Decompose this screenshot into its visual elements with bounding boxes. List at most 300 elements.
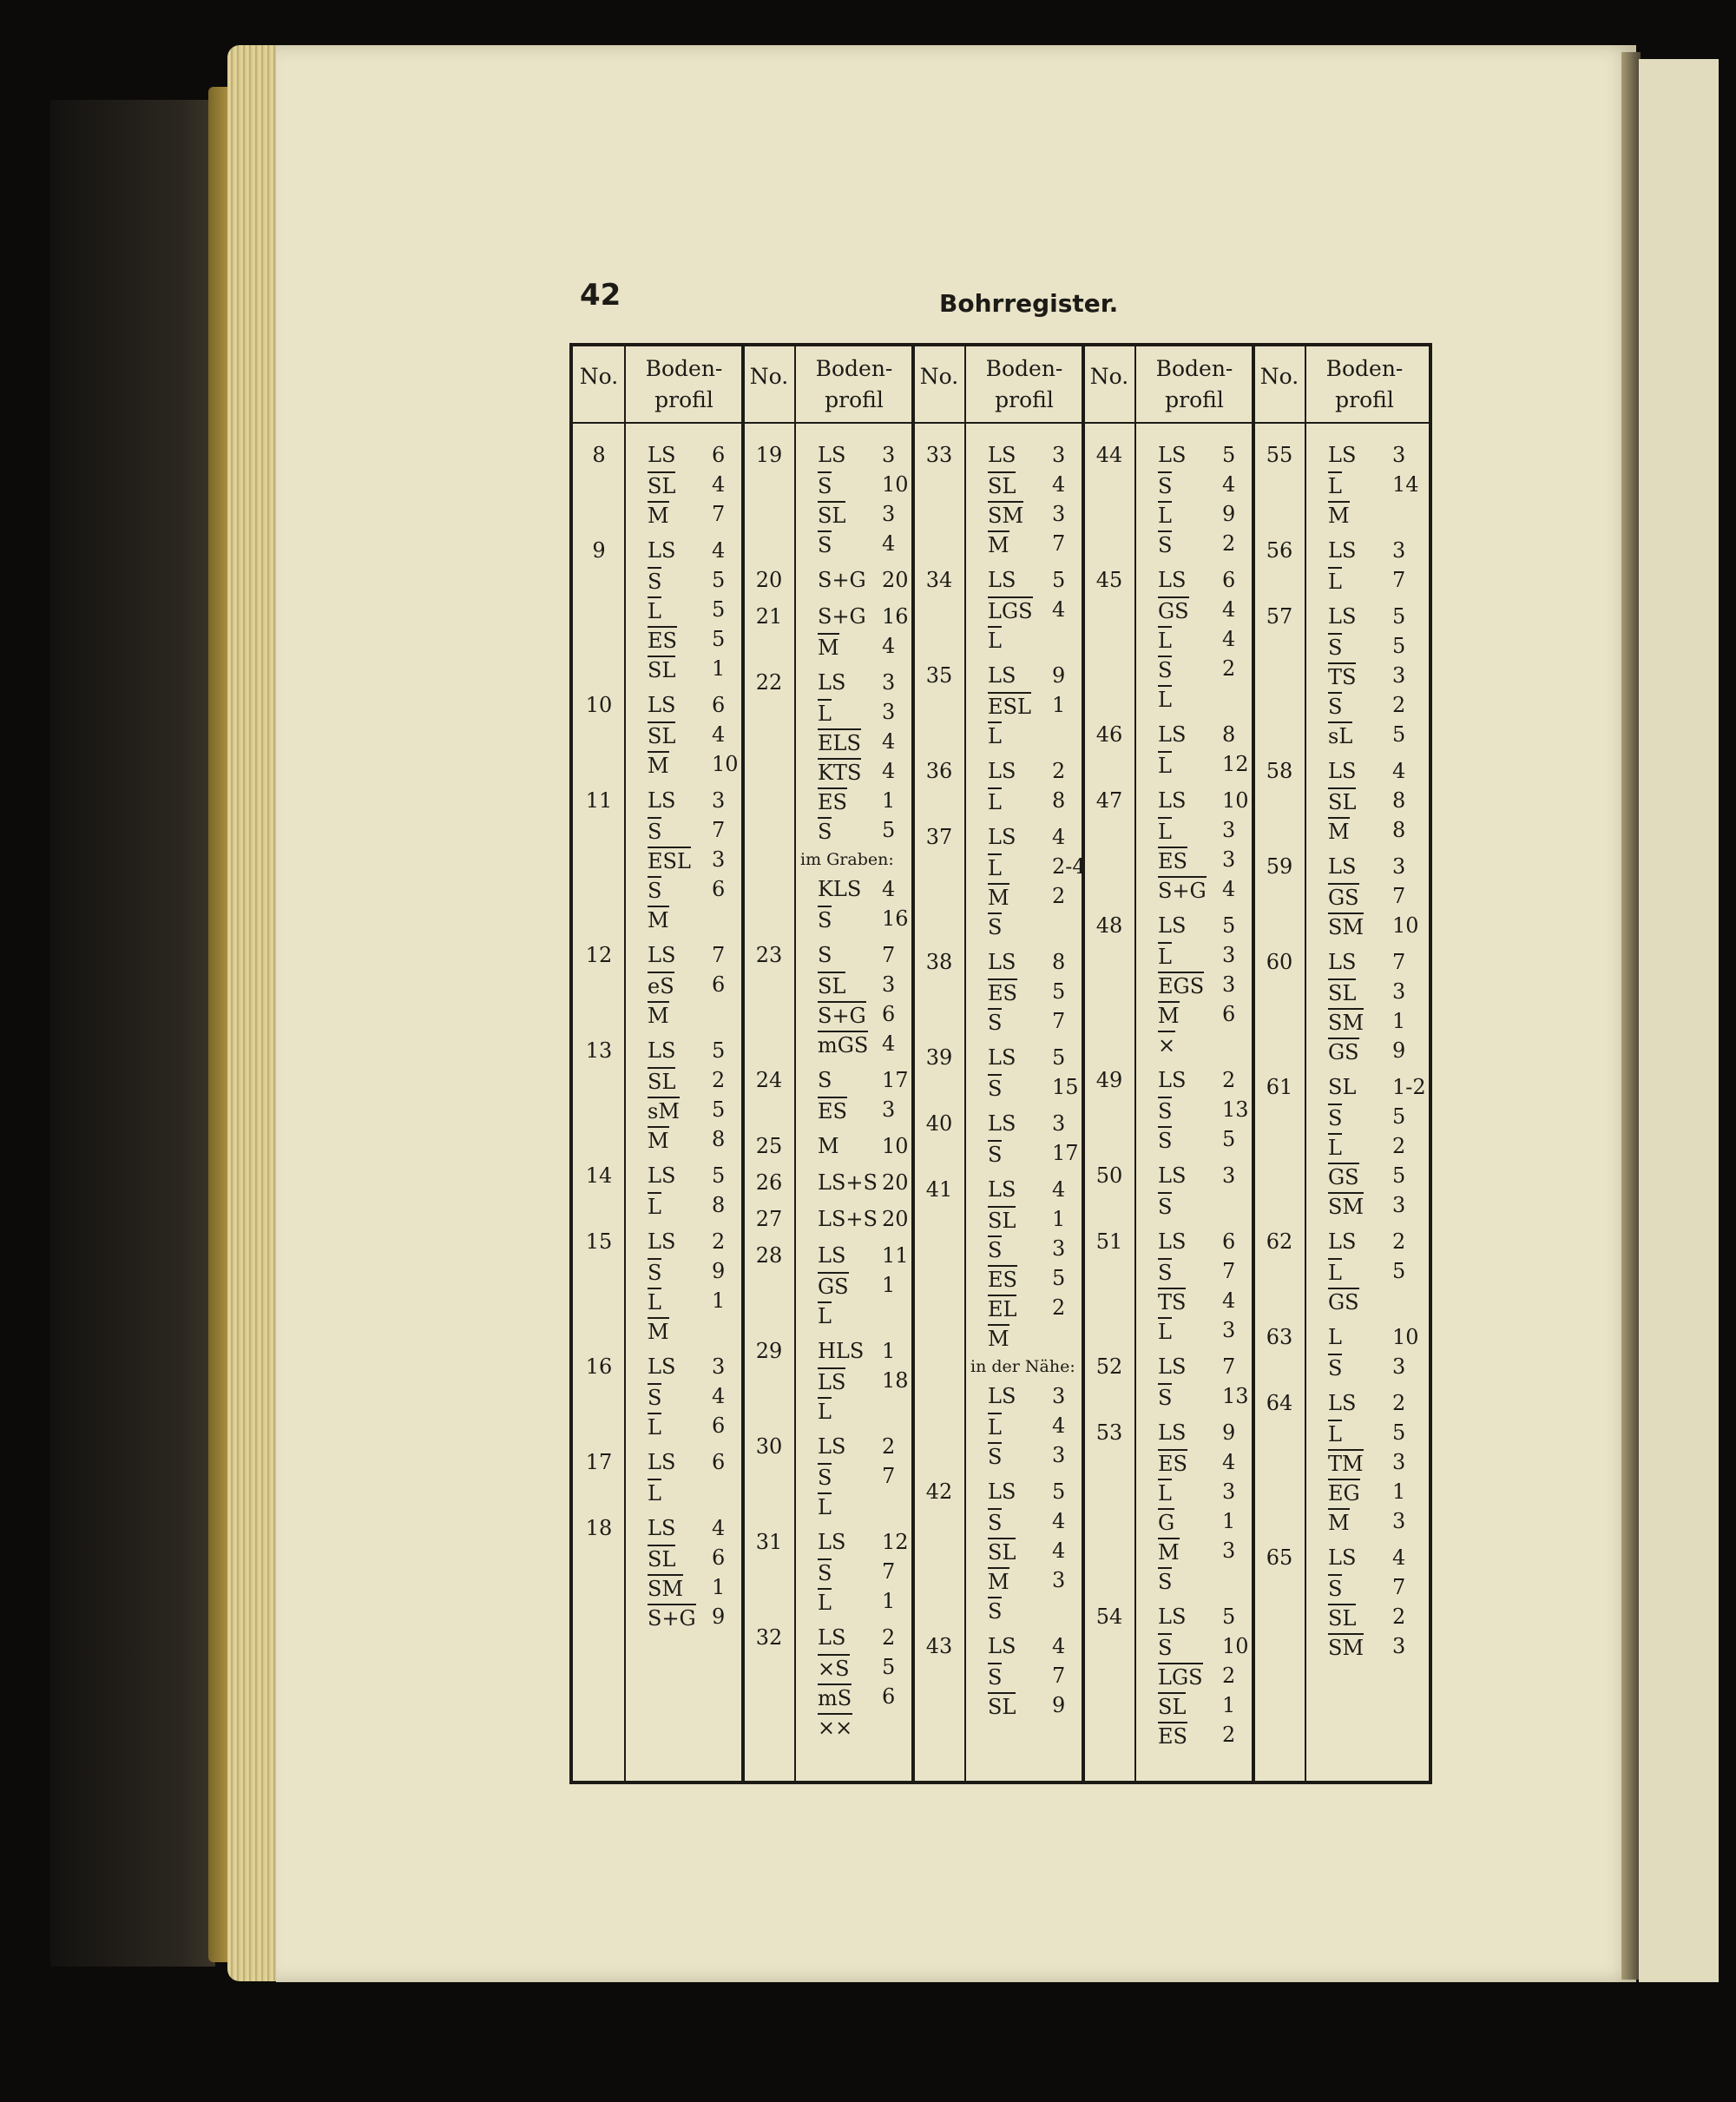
bohrung-number: 56 (1266, 538, 1293, 563)
soil-layer (988, 720, 1080, 749)
soil-layer (818, 1461, 910, 1491)
layer-depth: 5 (1392, 722, 1406, 747)
soil-layer (1158, 1227, 1250, 1256)
soil-layer (1328, 1006, 1420, 1036)
soil-code: M (988, 530, 1009, 558)
soil-layer (648, 1036, 740, 1065)
layer-depth: 1 (712, 656, 726, 681)
bohrung-number: 32 (755, 1625, 783, 1650)
layer-depth: 3 (1392, 663, 1406, 688)
header-bodenprofil (965, 353, 1083, 416)
soil-code: LS (648, 1516, 676, 1540)
soil-layer (648, 1124, 740, 1154)
bohrung-number: 42 (925, 1479, 953, 1504)
layer-depth: 3 (1052, 1111, 1066, 1136)
layer-depth: 2 (712, 1068, 726, 1092)
soil-layer (988, 1661, 1080, 1690)
layer-depth: 20 (882, 1170, 909, 1195)
layer-depth: 3 (882, 443, 896, 467)
soil-code: S (1158, 656, 1172, 683)
layer-depth: 5 (1222, 1127, 1236, 1151)
column-rule (1134, 346, 1136, 1781)
soil-code: LS (988, 950, 1016, 974)
header-bodenprofil-line1: Boden- (645, 356, 723, 381)
layer-depth: 5 (712, 1163, 726, 1188)
soil-layer (648, 690, 740, 720)
soil-code: L (1158, 942, 1172, 970)
soil-layer (648, 786, 740, 815)
soil-code: S (1158, 1567, 1172, 1595)
soil-code: SL (648, 722, 675, 749)
layer-depth: 10 (1222, 788, 1249, 813)
layer-depth: 12 (882, 1530, 909, 1554)
soil-code: LS (1158, 1229, 1187, 1254)
layer-depth: 3 (1222, 972, 1236, 997)
soil-layer (818, 1586, 910, 1616)
soil-layer (818, 1682, 910, 1711)
soil-layer (818, 565, 910, 595)
bohrung-number: 50 (1095, 1163, 1123, 1188)
soil-layer (1328, 1631, 1420, 1661)
layer-depth: 7 (1052, 531, 1066, 556)
bohrung-number: 29 (755, 1339, 783, 1363)
soil-code: L (1158, 626, 1172, 654)
soil-layer (1328, 565, 1420, 595)
soil-code: LS (648, 1354, 676, 1379)
soil-code: HLS (818, 1339, 865, 1363)
soil-layer (988, 1322, 1080, 1352)
soil-layer (648, 624, 740, 654)
soil-layer (988, 1536, 1080, 1565)
soil-code: sM (648, 1097, 680, 1124)
soil-code: GS (1158, 596, 1189, 624)
soil-layer (818, 815, 910, 845)
soil-layer (1328, 1190, 1420, 1220)
soil-code: ESL (988, 692, 1031, 720)
layer-note (970, 1352, 1082, 1381)
bohrung-number: 46 (1095, 722, 1123, 747)
soil-code: mS (818, 1684, 852, 1711)
soil-code: LS+S (818, 1170, 878, 1195)
soil-layer (1328, 852, 1420, 881)
layer-depth: 4 (882, 634, 896, 658)
layer-depth: 4 (1222, 597, 1236, 622)
soil-layer (1328, 499, 1420, 529)
bohrung-number: 64 (1266, 1391, 1293, 1415)
soil-layer (1328, 881, 1420, 911)
layer-depth: 4 (882, 877, 896, 901)
soil-code: ES (1158, 1449, 1187, 1477)
soil-code: LS (988, 1045, 1016, 1070)
layer-depth: 5 (1392, 1259, 1406, 1283)
bohrung-number: 13 (585, 1038, 613, 1063)
soil-layer (648, 1381, 740, 1411)
bohrung-number: 63 (1266, 1325, 1293, 1349)
soil-layer (648, 1602, 740, 1631)
layer-depth: 1 (712, 1288, 726, 1313)
layer-depth: 10 (1392, 913, 1419, 938)
soil-code: LS (818, 1434, 846, 1459)
soil-layer (1158, 1256, 1250, 1286)
layer-depth: 6 (1222, 1229, 1236, 1254)
soil-code: GS (1328, 883, 1359, 911)
soil-code: ×S (818, 1654, 850, 1682)
soil-code: S (818, 471, 832, 499)
layer-depth: 5 (1052, 1266, 1066, 1290)
layer-note-text: in der Nähe: (970, 1357, 1075, 1376)
soil-code: LS (988, 1177, 1016, 1202)
layer-depth: 8 (1052, 788, 1066, 813)
layer-depth: 9 (712, 1259, 726, 1283)
layer-depth: 1 (1392, 1009, 1406, 1033)
soil-layer (1158, 786, 1250, 815)
soil-code: LS (988, 568, 1016, 592)
soil-layer (988, 1411, 1080, 1440)
soil-code: ESL (648, 847, 691, 874)
soil-code: LGS (988, 596, 1033, 624)
book-gutter (1621, 52, 1641, 1980)
layer-depth: 1 (882, 788, 896, 813)
bohrung-number: 23 (755, 943, 783, 967)
soil-layer (648, 1227, 740, 1256)
soil-layer (648, 499, 740, 529)
layer-depth: 10 (1392, 1325, 1419, 1349)
soil-code: LS (818, 1367, 845, 1395)
header-no: No. (579, 364, 619, 389)
soil-code: LS (1158, 1068, 1187, 1092)
layer-depth: 7 (1392, 1575, 1406, 1599)
layer-depth: 5 (882, 818, 896, 842)
soil-code: LS (648, 788, 676, 813)
layer-depth: 14 (1392, 472, 1419, 497)
layer-depth: 8 (1392, 818, 1406, 842)
layer-depth: 1 (1052, 693, 1066, 717)
layer-depth: 7 (1222, 1259, 1236, 1283)
layer-depth: 6 (882, 1002, 896, 1026)
layer-depth: 4 (1392, 1545, 1406, 1570)
layer-depth: 1 (712, 1575, 726, 1599)
soil-code: S (988, 1442, 1002, 1470)
bohrung-number: 9 (592, 538, 606, 563)
layer-depth: 1-2 (1392, 1075, 1426, 1099)
soil-code: L (648, 1192, 661, 1220)
bohrung-number: 18 (585, 1516, 613, 1540)
soil-layer (648, 654, 740, 683)
soil-layer (1328, 1102, 1420, 1131)
soil-layer (648, 845, 740, 874)
soil-layer (648, 470, 740, 499)
bohrung-number: 62 (1266, 1229, 1293, 1254)
soil-layer (818, 1300, 910, 1329)
soil-code: EG (1328, 1479, 1360, 1506)
soil-code: LS (648, 943, 676, 967)
layer-depth: 5 (1222, 1605, 1236, 1629)
soil-layer (818, 697, 910, 727)
layer-depth: 5 (712, 627, 726, 651)
soil-layer (988, 565, 1080, 595)
bohrung-number: 30 (755, 1434, 783, 1459)
soil-code: S+G (648, 1604, 696, 1631)
soil-code: S+G (1158, 876, 1207, 904)
soil-code: M (988, 883, 1009, 911)
soil-code: L (1328, 1258, 1342, 1286)
bohrung-number: 57 (1266, 604, 1293, 629)
soil-layer (648, 1315, 740, 1345)
layer-depth: 7 (1052, 1009, 1066, 1033)
layer-depth: 9 (1052, 663, 1066, 688)
soil-layer (648, 940, 740, 970)
layer-depth: 5 (1222, 443, 1236, 467)
layer-depth: 3 (1222, 1539, 1236, 1563)
soil-layer (818, 1204, 910, 1234)
layer-depth: 4 (1052, 1177, 1066, 1202)
soil-layer (988, 440, 1080, 470)
soil-code: S (988, 1008, 1002, 1036)
soil-code: KLS (818, 877, 862, 901)
soil-code: SL (648, 1545, 675, 1572)
soil-layer (818, 1432, 910, 1461)
soil-layer (1328, 947, 1420, 977)
soil-code: M (648, 501, 669, 529)
soil-code: S (1158, 471, 1172, 499)
bohrung-number: 37 (925, 825, 953, 849)
bohrung-number: 22 (755, 670, 783, 695)
soil-layer (988, 852, 1086, 881)
layer-depth: 3 (1052, 1236, 1066, 1261)
bohrung-number: 49 (1095, 1068, 1123, 1092)
soil-layer (818, 470, 910, 499)
bohrung-number: 40 (925, 1111, 953, 1136)
soil-layer (648, 1161, 740, 1190)
soil-code: S (988, 1074, 1002, 1102)
soil-layer (988, 881, 1080, 911)
soil-code: LS (1158, 1354, 1187, 1379)
layer-depth: 4 (1052, 1509, 1066, 1533)
book-left-cover (50, 100, 215, 1967)
soil-code: M (648, 1126, 669, 1154)
soil-code: LS (648, 1450, 676, 1474)
soil-code: SM (1328, 1633, 1364, 1661)
layer-depth: 10 (1222, 1634, 1249, 1658)
soil-code: L (1158, 817, 1172, 845)
header-rule (573, 422, 1429, 424)
soil-layer (1328, 1322, 1420, 1352)
soil-layer (818, 440, 910, 470)
soil-code: M (1158, 1001, 1180, 1029)
soil-layer (988, 822, 1080, 852)
soil-layer (1328, 756, 1420, 786)
soil-layer (988, 1234, 1080, 1263)
soil-layer (988, 470, 1080, 499)
layer-depth: 5 (1052, 568, 1066, 592)
soil-code: S (988, 1663, 1002, 1690)
soil-layer (648, 1543, 740, 1572)
layer-depth: 5 (1392, 604, 1406, 629)
column-rule (794, 346, 796, 1781)
soil-layer (1158, 1418, 1250, 1447)
soil-layer (1158, 1315, 1250, 1345)
soil-layer (988, 624, 1080, 654)
soil-layer (648, 1411, 740, 1440)
layer-depth: 4 (712, 1516, 726, 1540)
soil-code: ES (988, 1265, 1017, 1293)
layer-depth: 18 (882, 1368, 909, 1393)
soil-code: SL (1158, 1692, 1186, 1720)
soil-code: S (1158, 1097, 1172, 1124)
layer-depth: 4 (712, 472, 726, 497)
layer-depth: 2 (1392, 1134, 1406, 1158)
soil-code: ES (818, 787, 847, 815)
soil-layer (648, 904, 740, 933)
layer-depth: 6 (712, 1413, 726, 1438)
soil-code: LS (988, 1384, 1016, 1408)
layer-depth: 1 (1392, 1479, 1406, 1504)
layer-depth: 4 (1052, 597, 1066, 622)
soil-code: S (1328, 1104, 1342, 1131)
bohrung-number: 59 (1266, 854, 1293, 879)
bohrung-number: 12 (585, 943, 613, 967)
soil-layer (1158, 1690, 1250, 1720)
soil-layer (988, 1381, 1080, 1411)
layer-depth: 13 (1222, 1097, 1249, 1122)
column-rule (741, 346, 745, 1781)
soil-layer (1158, 749, 1250, 779)
soil-layer (818, 1336, 910, 1366)
layer-depth: 3 (1222, 1318, 1236, 1342)
soil-code: LS+S (818, 1207, 878, 1231)
soil-layer (648, 720, 740, 749)
soil-code: S (988, 1597, 1002, 1624)
soil-layer (988, 1690, 1080, 1720)
soil-layer (988, 756, 1080, 786)
header-no: No. (919, 364, 959, 389)
soil-layer (648, 1477, 740, 1506)
layer-depth: 4 (1222, 472, 1236, 497)
header-bodenprofil (1135, 353, 1253, 416)
soil-layer (1158, 1631, 1250, 1661)
bohrung-number: 24 (755, 1068, 783, 1092)
layer-depth: 8 (1392, 788, 1406, 813)
bohrung-number: 17 (585, 1450, 613, 1474)
soil-layer (1158, 1565, 1250, 1595)
layer-depth: 7 (712, 818, 726, 842)
page-edges (227, 45, 281, 1981)
bohrung-number: 38 (925, 950, 953, 974)
soil-code: LS (818, 443, 846, 467)
soil-code: SL (648, 1067, 675, 1095)
soil-code: SL (648, 656, 675, 683)
soil-layer (818, 499, 910, 529)
soil-layer (988, 1072, 1080, 1102)
soil-code: LS (1158, 443, 1187, 467)
bohrung-number: 60 (1266, 950, 1293, 974)
layer-depth: 3 (1392, 979, 1406, 1004)
soil-code: M (818, 633, 839, 661)
page-number: 42 (580, 278, 621, 313)
soil-code: S (1158, 1383, 1172, 1411)
layer-depth: 3 (882, 1097, 896, 1122)
header-bodenprofil-line1: Boden- (985, 356, 1063, 381)
soil-code: LS (988, 1634, 1016, 1658)
layer-depth: 2 (1392, 1229, 1406, 1254)
layer-depth: 7 (882, 943, 896, 967)
soil-code: SL (988, 1692, 1016, 1720)
soil-code: LS (818, 1625, 846, 1650)
soil-code: SL (648, 471, 675, 499)
soil-code: ×× (818, 1713, 852, 1741)
soil-code: GS (1328, 1038, 1359, 1065)
soil-code: S (1158, 530, 1172, 558)
header-bodenprofil-line2: profil (1335, 387, 1394, 412)
layer-depth: 1 (882, 1589, 896, 1613)
soil-layer (1158, 1065, 1250, 1095)
layer-depth: 2 (712, 1229, 726, 1254)
soil-code: S (648, 817, 661, 845)
layer-depth: 5 (1392, 1104, 1406, 1129)
soil-layer (1158, 1661, 1250, 1690)
soil-code: LS (1328, 950, 1357, 974)
soil-layer (1328, 1352, 1420, 1381)
bohrung-number: 20 (755, 568, 783, 592)
layer-depth: 3 (1052, 502, 1066, 526)
layer-depth: 6 (1222, 568, 1236, 592)
soil-layer (1158, 1477, 1250, 1506)
bohrung-number: 53 (1095, 1420, 1123, 1445)
soil-layer (1328, 1131, 1420, 1161)
layer-depth: 2 (1052, 1295, 1066, 1320)
soil-code: LS (648, 1163, 676, 1188)
soil-code: S (648, 876, 661, 904)
soil-code: ES (818, 1097, 847, 1124)
soil-layer (988, 1440, 1080, 1470)
layer-depth: 4 (882, 729, 896, 754)
soil-code: LS (648, 693, 676, 717)
soil-layer (1158, 1029, 1250, 1058)
layer-depth: 9 (1222, 502, 1236, 526)
soil-code: LS (988, 1479, 1016, 1504)
bohrung-number: 19 (755, 443, 783, 467)
soil-layer (1158, 624, 1250, 654)
layer-note-text: im Graben: (800, 850, 894, 869)
layer-depth: 4 (882, 1031, 896, 1056)
soil-code: S (988, 1508, 1002, 1536)
layer-depth: 7 (712, 943, 726, 967)
soil-code: LS (1328, 604, 1357, 629)
soil-layer (1328, 1286, 1420, 1315)
soil-code: LS (988, 443, 1016, 467)
bohrung-number: 55 (1266, 443, 1293, 467)
header-no: No. (1259, 364, 1299, 389)
layer-depth: 13 (1222, 1384, 1249, 1408)
bohrung-number: 15 (585, 1229, 613, 1254)
soil-layer (1328, 1572, 1420, 1602)
layer-depth: 4 (1052, 1539, 1066, 1563)
soil-code: GS (818, 1272, 849, 1300)
soil-layer (818, 1395, 910, 1425)
soil-layer (1158, 1190, 1250, 1220)
soil-layer (988, 595, 1080, 624)
soil-code: L (818, 1492, 832, 1520)
layer-depth: 4 (1052, 472, 1066, 497)
soil-layer (1158, 1447, 1250, 1477)
soil-code: S (1328, 1354, 1342, 1381)
soil-layer (818, 1491, 910, 1520)
soil-code: SL (1328, 787, 1356, 815)
soil-code: M (648, 1317, 669, 1345)
layer-depth: 2 (1222, 656, 1236, 681)
layer-depth: 8 (712, 1127, 726, 1151)
bohrung-number: 47 (1095, 788, 1123, 813)
